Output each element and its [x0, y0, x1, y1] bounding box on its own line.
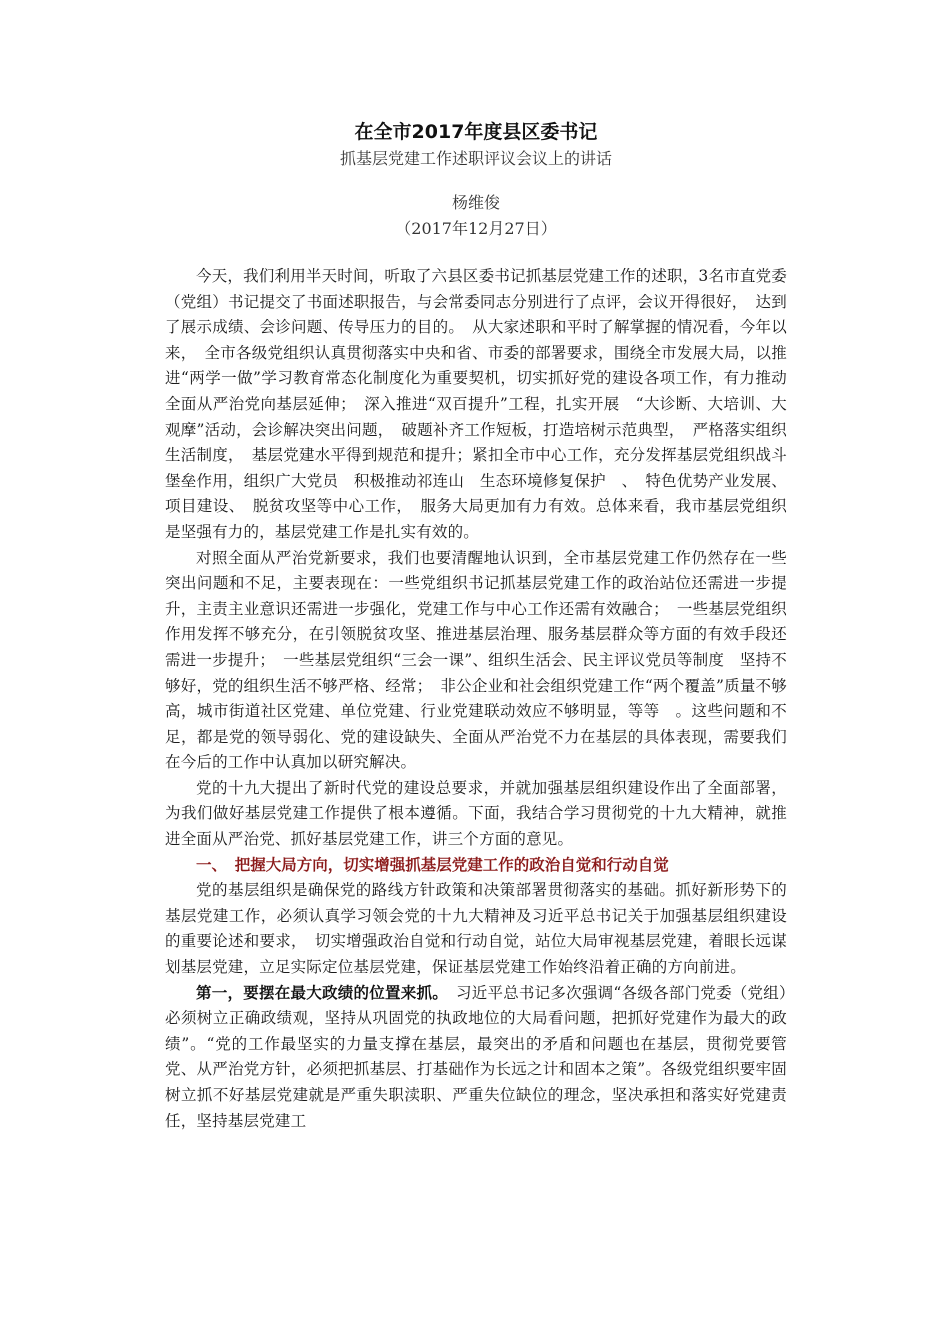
point-1-lead: 第一，要摆在最大政绩的位置来抓。: [196, 983, 441, 1002]
body-paragraph-2: 对照全面从严治党新要求，我们也要清醒地认识到，全市基层党建工作仍然存在一些突出问题和不足，主要表现在：一些党组织书记抓基层党建工作的政治站位还需进一步提升，主责主业意识还需进一步强化，党建工作与中心工作还需有效融合； 一些基层党组织作用发挥不够充分，在引领脱贫攻坚、推进基层治理、服务基层群众等方面的有效手段还需进一步提升； 一些基层党组织“三会一课”、组织生活会、民主评议党员等制度 坚持不够好，党的组织生活不够严格、经常； 非公企业和社会组织党建工作“两个覆盖”质量不够高，城市街道社区党建、单位党建、行业党建联动效应不够明显，等等 。这些问题和不足，都是党的领导弱化、党的建设缺失、全面从严治党不力在基层的具体表现，需要我们在今后的工作中认真加以研究解决。: [165, 548, 787, 772]
document-subtitle: 抓基层党建工作述职评议会议上的讲话: [339, 149, 612, 168]
section-1-paragraph: 党的基层组织是确保党的路线方针政策和决策部署贯彻落实的基础。抓好新形势下的基层党建工作，必须认真学习领会党的十九大精神及习近平总书记关于加强基层组织建设的重要论述和要求， 切实增强政治自觉和行动自觉，站位大局审视基层党建，着眼长远谋划基层党建，立足实际定位基层党建，保证基层党建工作始终沿着正确的方向前进。: [165, 881, 787, 977]
body-paragraph-1: 今天，我们利用半天时间，听取了六县区委书记抓基层党建工作的述职，3名市直党委（党组）书记提交了书面述职报告，与会常委同志分别进行了点评，会议开得很好， 达到了展示成绩、会诊问题、传导压力的目的。 从大家述职和平时了解掌握的情况看，今年以来， 全市各级党组织认真贯彻落实中央和省、市委的部署要求，围绕全市发展大局，以推进“两学一做”学习教育常态化制度化为重要契机，切实抓好党的建设各项工作，有力推动全面从严治党向基层延伸； 深入推进“双百提升”工程，扎实开展 “大诊断、大培训、大观摩”活动，会诊解决突出问题， 破题补齐工作短板，打造培树示范典型， 严格落实组织生活制度， 基层党建水平得到规范和提升；紧扣全市中心工作，充分发挥基层党组织战斗堡垒作用，组织广大党员 积极推动祁连山 生态环境修复保护 、 特色优势产业发展、项目建设、 脱贫攻坚等中心工作， 服务大局更加有力有效。总体来看，我市基层党组织是坚强有力的，基层党建工作是扎实有效的。: [165, 267, 787, 541]
section-heading-1: 一、 把握大局方向，切实增强抓基层党建工作的政治自觉和行动自觉: [196, 855, 669, 874]
body-paragraph-3: 党的十九大提出了新时代党的建设总要求，并就加强基层组织建设作出了全面部署，为我们做好基层党建工作提供了根本遵循。下面，我结合学习贯彻党的十九大精神，就推进全面从严治党、抓好基层党建工作，讲三个方面的意见。: [165, 778, 787, 849]
point-1-text: 习近平总书记多次强调“各级各部门党委（党组）必须树立正确政绩观，坚持从巩固党的执政地位的大局看问题，把抓好党建作为最大的政绩”。“党的工作最坚实的力量支撑在基层，最突出的矛盾和问题也在基层，贯彻党要管党、从严治党方针，必须把抓基层、打基础作为长远之计和固本之策”。各级党组织要牢固树立抓不好基层党建就是严重失职渎职、严重失位缺位的理念，坚决承担和落实好党建责任，坚持基层党建工: [165, 983, 788, 1130]
point-1-paragraph: [165, 981, 787, 1135]
document-title: 在全市2017年度县区委书记: [354, 121, 598, 143]
document-date: （2017年12月27日）: [395, 219, 557, 238]
document-page: [165, 118, 787, 1134]
document-author: 杨维俊: [451, 193, 500, 212]
